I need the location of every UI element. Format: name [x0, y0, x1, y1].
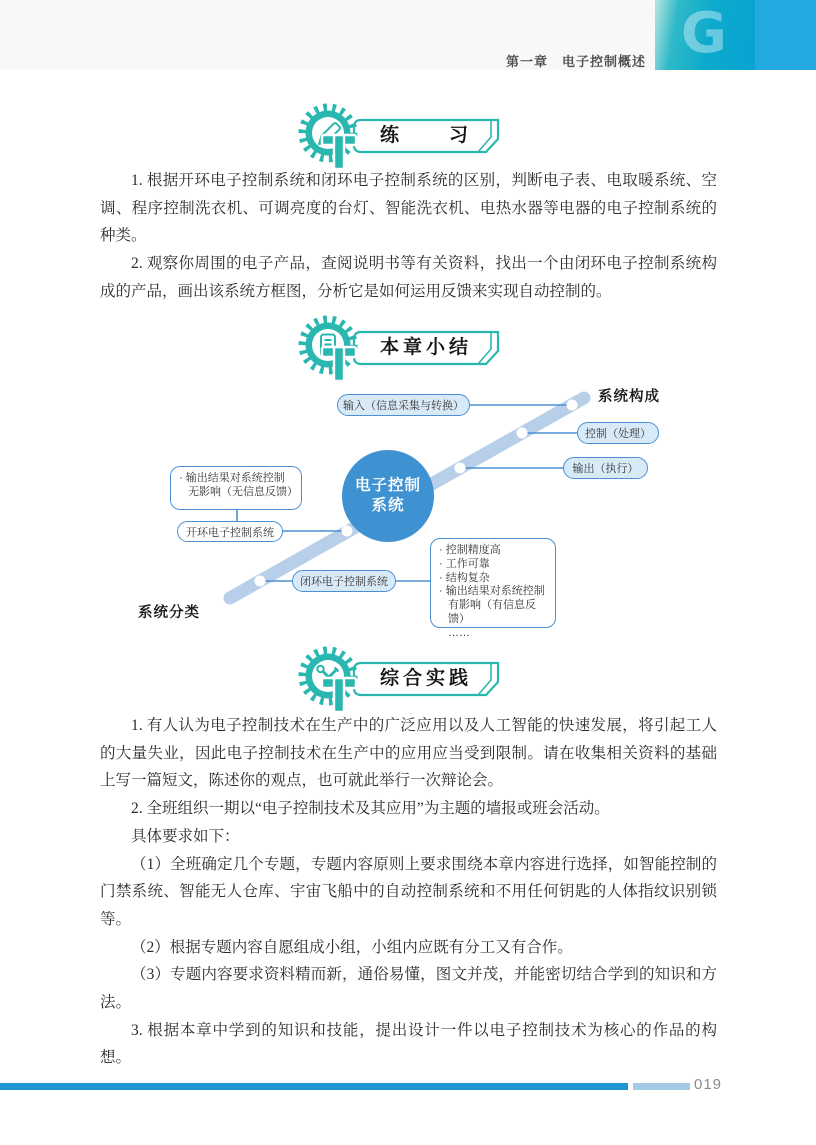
- paragraph: 3. 根据本章中学到的知识和技能，提出设计一件以电子控制技术为核心的作品的构想。: [100, 1021, 717, 1067]
- open-loop-note-box: · 输出结果对系统控制 无影响（无信息反馈）: [170, 466, 302, 510]
- paragraph: 具体要求如下：: [131, 827, 240, 845]
- page-number: 019: [694, 1076, 723, 1093]
- banner-label-exercise: 练 习: [379, 125, 472, 146]
- axis-label-classification: 系统分类: [138, 605, 200, 621]
- exercise-text: [100, 167, 717, 306]
- chapter-summary-mindmap: [0, 380, 816, 648]
- publisher-logo-block: [655, 0, 816, 70]
- practice-text: [100, 712, 717, 1072]
- logo-g-icon: G: [681, 1, 727, 66]
- center-node-electronic-control-system: 电子控制 系统: [342, 450, 434, 542]
- branch-box-closed-loop: 闭环电子控制系统: [292, 570, 396, 592]
- branch-box-output: 输出（执行）: [563, 457, 648, 479]
- banner-label-practice: 综合实践: [379, 668, 472, 689]
- footer-rule: [0, 1083, 628, 1090]
- paragraph: 1. 根据开环电子控制系统和闭环电子控制系统的区别，判断电子表、电取暖系统、空调、程序控制洗衣机、可调亮度的台灯、智能洗衣机、电热水器等电器的电子控制系统的种类。: [100, 172, 717, 245]
- branch-box-control: 控制（处理）: [577, 422, 659, 444]
- chapter-title: 第一章 电子控制概述: [505, 54, 646, 69]
- section-banner-summary: [298, 315, 504, 387]
- branch-box-open-loop: 开环电子控制系统: [177, 521, 283, 542]
- logo-blue-strip: [755, 0, 816, 70]
- gear-icon: [298, 646, 370, 718]
- paragraph: 2. 观察你周围的电子产品，查阅说明书等有关资料，找出一个由闭环电子控制系统构成的产品，画出该系统方框图，分析它是如何运用反馈来实现自动控制的。: [100, 255, 717, 300]
- banner-label-summary: 本章小结: [379, 337, 472, 358]
- section-banner-exercise: [298, 103, 504, 175]
- paragraph: 1. 有人认为电子控制技术在生产中的广泛应用以及人工智能的快速发展，将引起工人的大量失业，因此电子控制技术在生产中的应用应当受到限制。请在收集相关资料的基础上写一篇短文，陈述你的观点，也可就此举行一次辩论会。: [100, 717, 717, 790]
- paragraph: 2. 全班组织一期以“电子控制技术及其应用”为主题的墙报或班会活动。: [131, 800, 610, 818]
- gear-icon: [298, 315, 370, 387]
- gear-icon: [298, 103, 370, 175]
- paragraph: （1）全班确定几个专题，专题内容原则上要求围绕本章内容进行选择，如智能控制的门禁系统、智能无人仓库、宇宙飞船中的自动控制系统和不用任何钥匙的人体指纹识别锁等。: [100, 855, 717, 928]
- paragraph: （3）专题内容要求资料精而新，通俗易懂，图文并茂，并能密切结合学到的知识和方法。: [100, 966, 717, 1012]
- axis-label-composition: 系统构成: [598, 389, 660, 405]
- branch-box-input: 输入（信息采集与转换）: [337, 394, 470, 416]
- paragraph: （2）根据专题内容自愿组成小组，小组内应既有分工又有合作。: [131, 938, 573, 956]
- section-banner-practice: [298, 646, 504, 718]
- closed-loop-note-box: · 控制精度高 · 工作可靠 · 结构复杂 · 输出结果对系统控制 有影响（有信息反馈） ……: [430, 538, 556, 628]
- footer-rule-light: [633, 1083, 690, 1090]
